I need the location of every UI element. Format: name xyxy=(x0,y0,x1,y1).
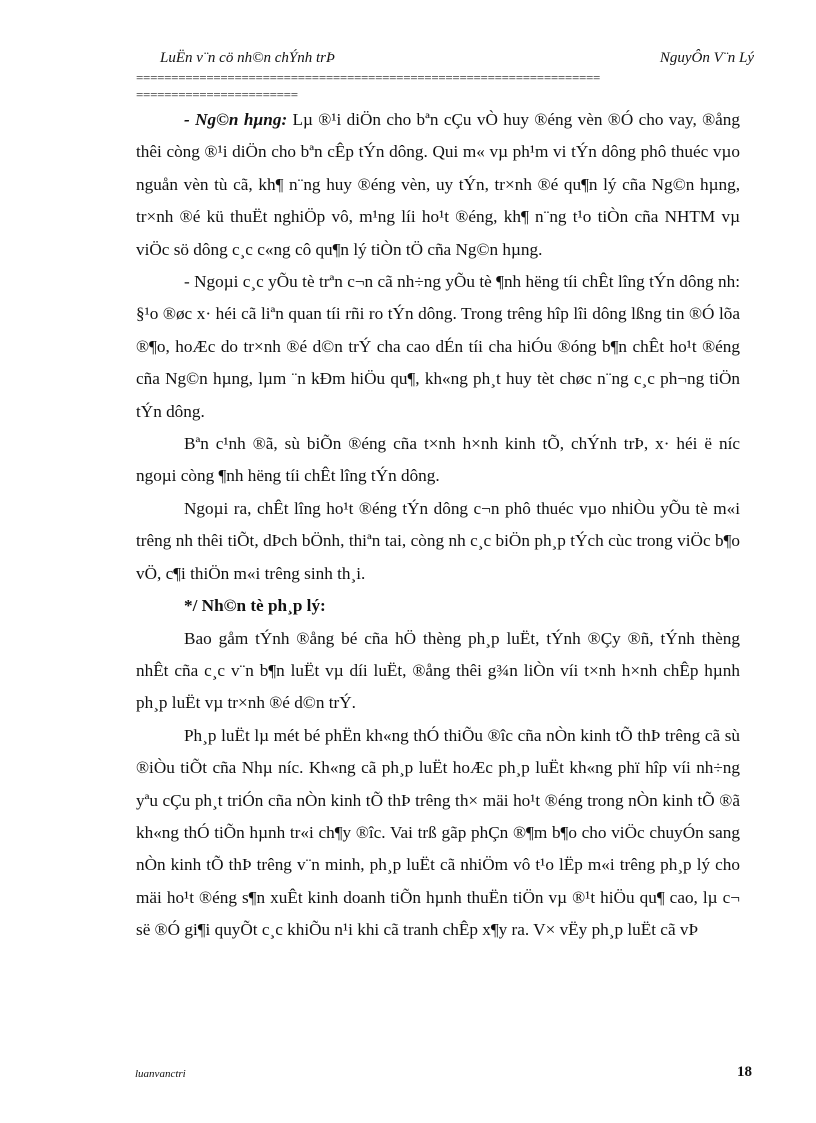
paragraph-environment: Ngoµi ra, chÊt lîng ho¹t ®éng tÝn dông c¬n phô thuéc vµo nhiÒu yÕu tè m«i trêng nh thêi tiÕt, dÞch bÖnh, thiªn tai, còng nh c¸c biÖn ph¸p tÝch cùc trong viÖc b¶o vÖ, c¶i thiÖn m«i trêng sinh th¸i. xyxy=(136,498,740,583)
header-rule-continued: ======================= xyxy=(136,88,298,102)
header-author: NguyÔn V¨n Lý xyxy=(659,50,754,66)
page-number: 18 xyxy=(737,1064,752,1080)
paragraph-other-factors: - Ngoµi c¸c yÕu tè trªn c¬n cã nh÷ng yÕu tè ¶nh hëng tíi chÊt lîng tÝn dông nh: §¹o ®øc x· héi cã liªn quan tíi rñi ro tÝn dông. Trong trêng hîp lîi dông lßng tin ®Ó lõa ®¶o, hoÆc do tr×nh ®é d©n trÝ cha cao dÉn tíi cha hiÓu ®óng b¶n chÊt ho¹t ®éng cña Ng©n hµng, lµm ¨n kÐm hiÖu qu¶, kh«ng ph¸t huy tèt chøc n¨ng c¸c ph¬ng tiÖn tÝn dông. xyxy=(136,272,740,421)
paragraph-label: - Ng©n hµng: xyxy=(184,110,288,129)
running-header xyxy=(160,50,754,70)
footer-source: luanvanctri xyxy=(135,1068,186,1080)
header-title: LuËn v¨n cö nh©n chÝnh trÞ xyxy=(160,50,336,66)
paragraph-bank xyxy=(136,104,740,266)
header-rule: ================================================================== xyxy=(136,71,601,85)
paragraph-text: Lµ ®¹i diÖn cho bªn cÇu vÒ huy ®éng vèn ®Ó cho vay, ®ång thêi còng ®¹i diÖn cho bªn cÊp tÝn dông. Qui m« vµ ph¹m vi tÝn dông phô thuéc vµo nguån vèn tù cã, kh¶ n¨ng huy ®éng vèn, uy tÝn, tr×nh ®é qu¶n lý cña Ng©n hµng, tr×nh ®é kü thuËt nghiÖp vô, m¹ng líi ho¹t ®éng, kh¶ n¨ng t¹o tiÒn cña NHTM vµ viÖc sö dông c¸c c«ng cô qu¶n lý tiÒn tÖ cña Ng©n hµng. xyxy=(136,110,740,259)
paragraph-law-role: Ph¸p luËt lµ mét bé phËn kh«ng thÓ thiÕu ®îc cña nÒn kinh tÕ thÞ trêng cã sù ®iÒu tiÕt cña Nhµ níc. Kh«ng cã ph¸p luËt hoÆc ph¸p luËt kh«ng phï hîp víi nh÷ng yªu cÇu ph¸t triÓn cña nÒn kinh tÕ thÞ trêng th× mäi ho¹t ®éng trong nÒn kinh tÕ ®ã kh«ng thÓ tiÕn hµnh tr«i ch¶y ®îc. Vai trß gãp phÇn ®¶m b¶o cho viÖc chuyÓn sang nÒn kinh tÕ thÞ trêng v¨n minh, ph¸p luËt cã nhiÖm vô t¹o lËp m«i trêng ph¸p lý cho mäi ho¹t ®éng s¶n xuÊt kinh doanh tiÕn hµnh thuËn tiÖn vµ ®¹t hiÖu qu¶ cao, lµ c¬ së ®Ó gi¶i quyÕt c¸c khiÕu n¹i khi cã tranh chÊp x¶y ra. V× vËy ph¸p luËt cã vÞ xyxy=(136,725,740,940)
body-text xyxy=(136,104,740,947)
section-heading: */ Nh©n tè ph¸p lý: xyxy=(184,596,326,616)
paragraph-legal-system: Bao gåm tÝnh ®ång bé cña hÖ thèng ph¸p luËt, tÝnh ®Çy ®ñ, tÝnh thèng nhÊt cña c¸c v¨n b¶n luËt vµ díi luËt, ®ång thêi g¾n liÒn víi t×nh h×nh chÊp hµnh ph¸p luËt vµ tr×nh ®é d©n trÝ. xyxy=(136,628,740,713)
paragraph-economic-situation: Bªn c¹nh ®ã, sù biÕn ®éng cña t×nh h×nh kinh tÕ, chÝnh trÞ, x· héi ë níc ngoµi còng ¶nh hëng tíi chÊt lîng tÝn dông. xyxy=(136,434,740,486)
